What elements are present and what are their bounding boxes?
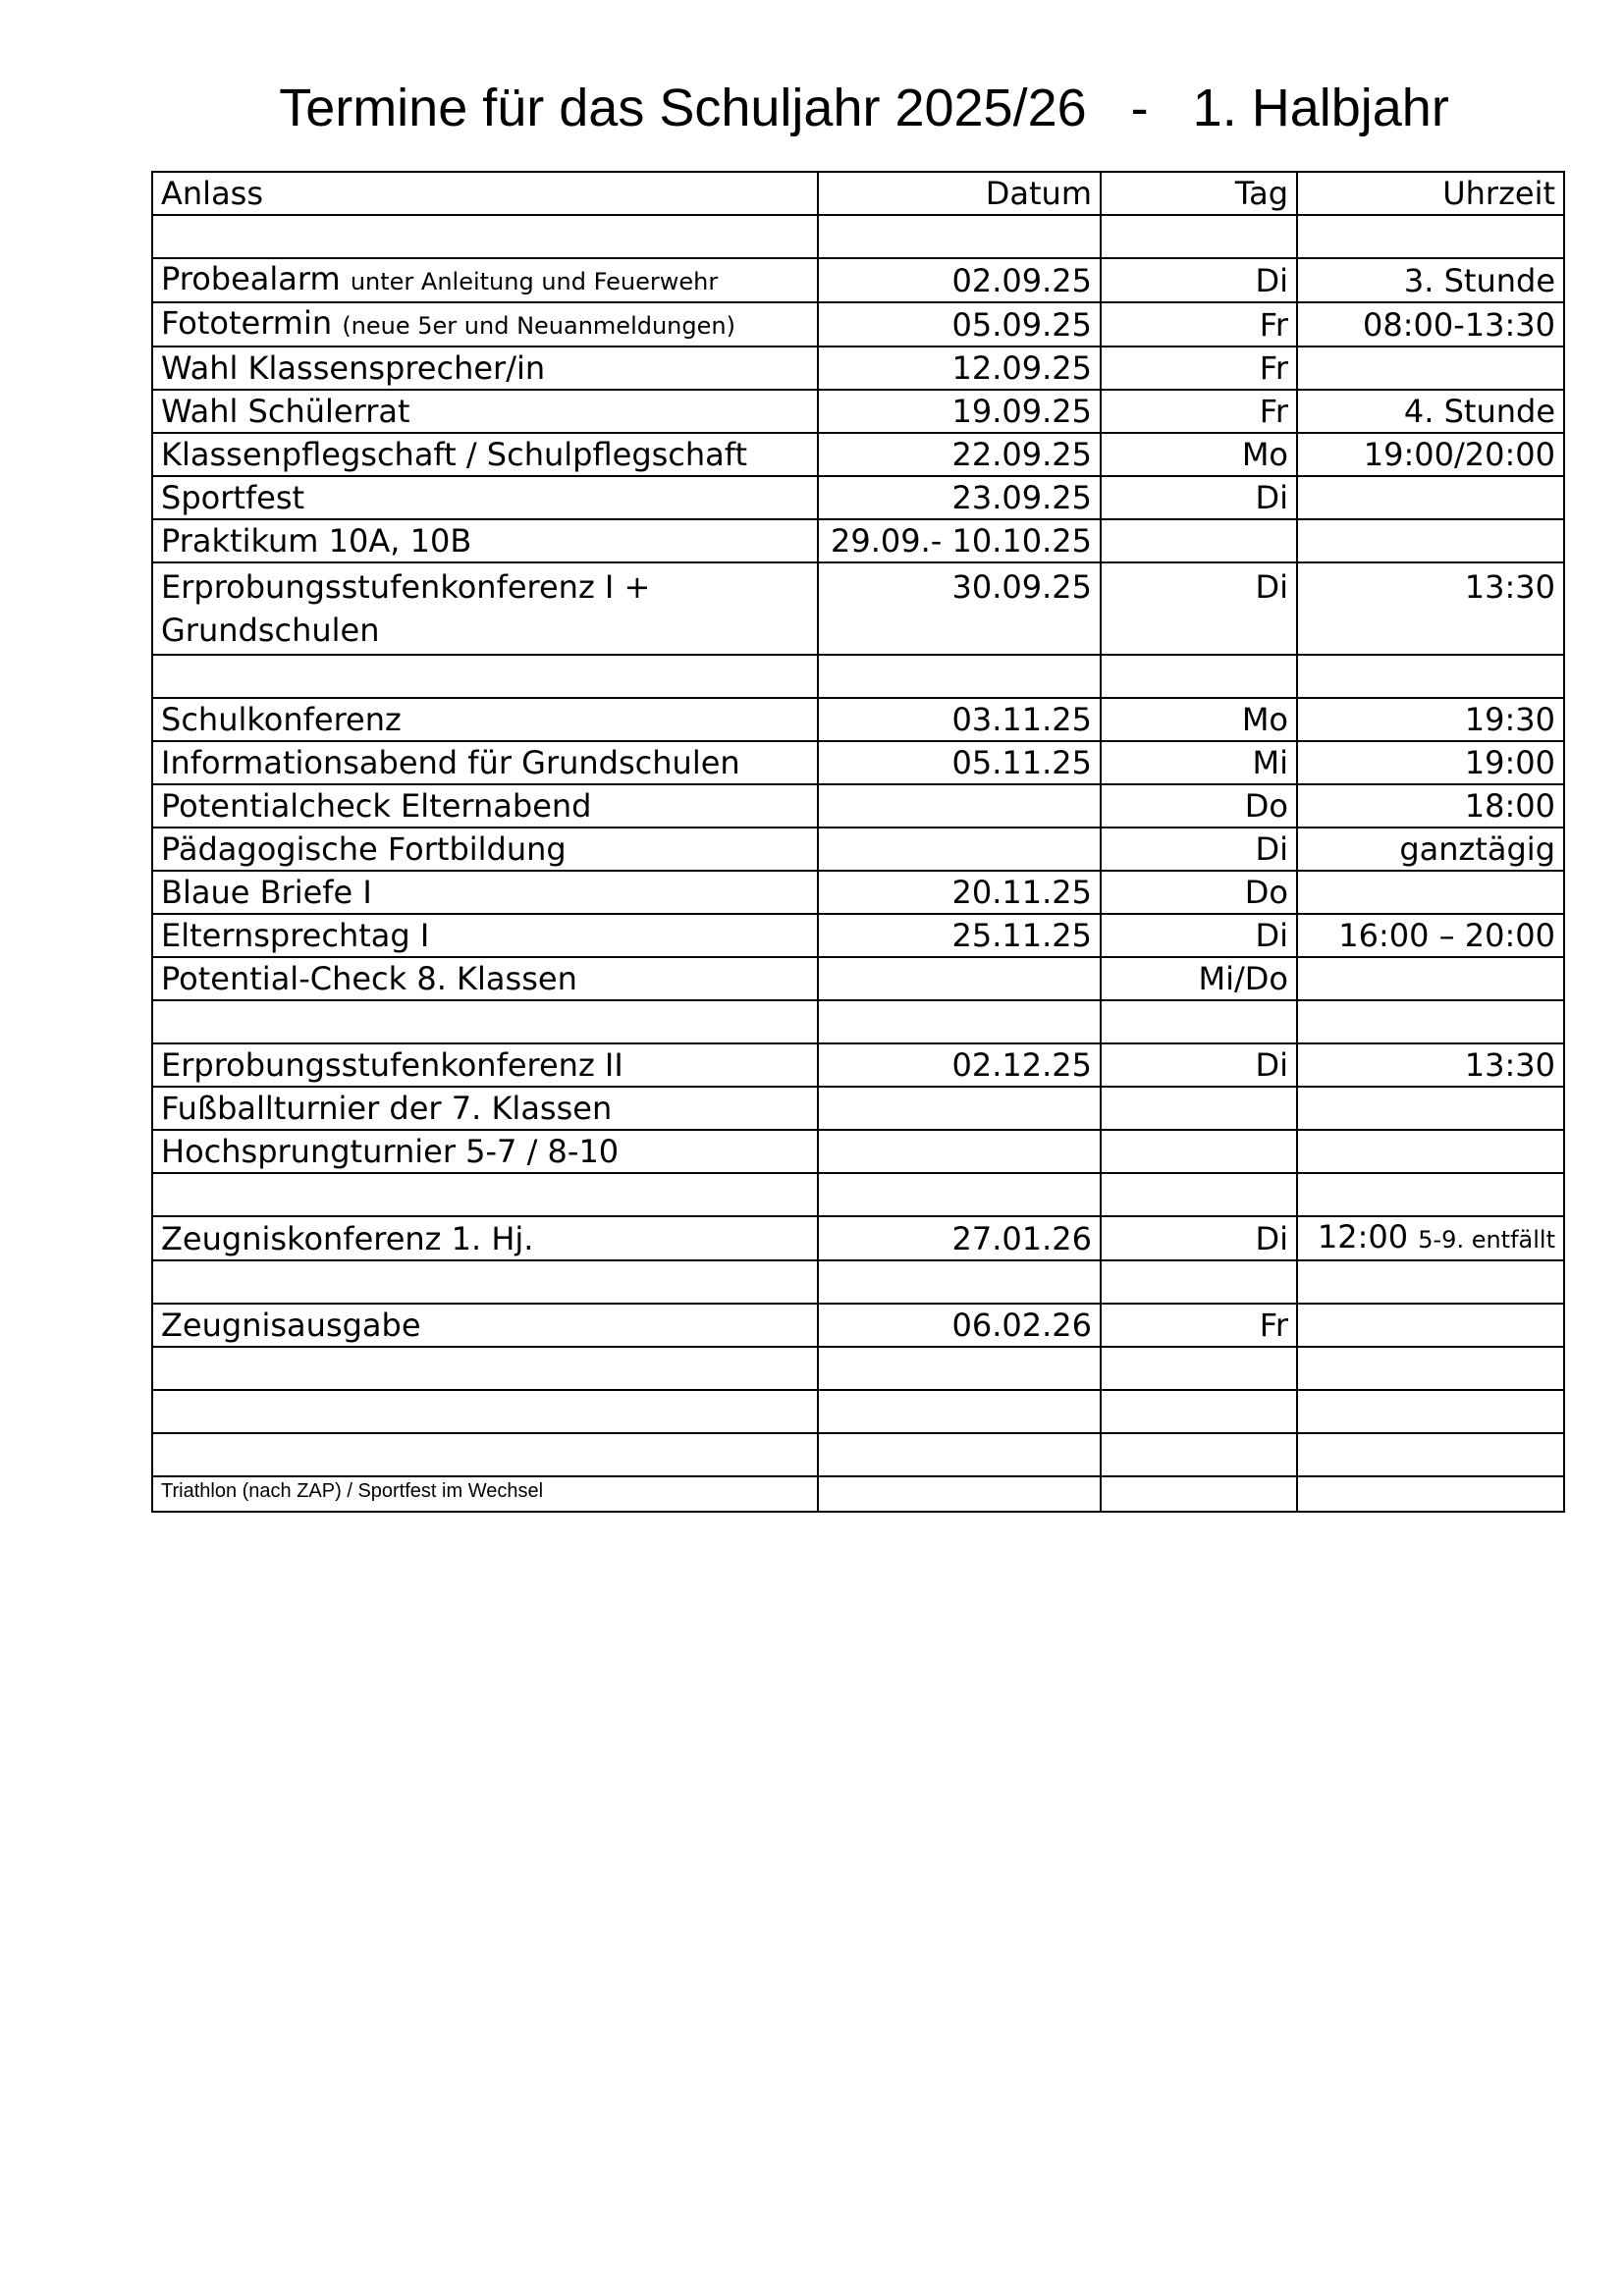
cell-uhrzeit [1297, 1390, 1564, 1433]
cell-datum: 02.09.25 [818, 258, 1101, 302]
cell-datum [818, 957, 1101, 1000]
cell-anlass [152, 828, 818, 871]
cell-uhrzeit [1297, 258, 1564, 302]
cell-datum: 02.12.25 [818, 1043, 1101, 1087]
cell-uhrzeit [1297, 519, 1564, 562]
table-row [152, 1390, 1564, 1433]
cell-uhrzeit [1297, 1347, 1564, 1390]
table-row [152, 1304, 1564, 1347]
column-header-tag: Tag [1101, 172, 1297, 215]
cell-uhrzeit [1297, 215, 1564, 258]
cell-tag [1101, 1260, 1297, 1304]
table-row [152, 1216, 1564, 1260]
uhrzeit-text: 3. Stunde [1403, 261, 1555, 299]
cell-uhrzeit [1297, 741, 1564, 784]
cell-uhrzeit [1297, 476, 1564, 519]
cell-anlass [152, 1260, 818, 1304]
cell-datum [818, 1260, 1101, 1304]
cell-tag [1101, 519, 1297, 562]
cell-anlass [152, 698, 818, 741]
cell-datum: 05.09.25 [818, 302, 1101, 347]
anlass-text: Elternsprechtag I [161, 917, 430, 954]
cell-tag: Di [1101, 828, 1297, 871]
page-title: Termine für das Schuljahr 2025/26 - 1. Halbjahr [279, 79, 1449, 137]
table-row [152, 784, 1564, 828]
anlass-text: Wahl Schülerrat [161, 393, 410, 430]
anlass-text: Potential-Check 8. Klassen [161, 960, 577, 997]
cell-anlass [152, 1087, 818, 1130]
table-row [152, 476, 1564, 519]
uhrzeit-text: 13:30 [1464, 568, 1555, 606]
cell-tag [1101, 1087, 1297, 1130]
anlass-text: Sportfest [161, 479, 305, 516]
cell-tag: Mo [1101, 433, 1297, 476]
uhrzeit-text: 4. Stunde [1403, 393, 1555, 430]
table-row [152, 519, 1564, 562]
cell-tag: Mi/Do [1101, 957, 1297, 1000]
anlass-text: Fototermin [161, 304, 333, 342]
cell-datum: 25.11.25 [818, 914, 1101, 957]
cell-anlass [152, 784, 818, 828]
cell-anlass [152, 390, 818, 433]
table-row [152, 302, 1564, 347]
anlass-note: unter Anleitung und Feuerwehr [350, 268, 719, 295]
cell-datum [818, 1390, 1101, 1433]
cell-tag: Di [1101, 1216, 1297, 1260]
cell-uhrzeit [1297, 347, 1564, 390]
cell-datum: 03.11.25 [818, 698, 1101, 741]
cell-anlass [152, 741, 818, 784]
table-row [152, 1087, 1564, 1130]
table-row [152, 698, 1564, 741]
cell-uhrzeit [1297, 1260, 1564, 1304]
cell-datum [818, 784, 1101, 828]
cell-anlass [152, 1304, 818, 1347]
cell-tag: Fr [1101, 1304, 1297, 1347]
cell-tag: Fr [1101, 390, 1297, 433]
uhrzeit-text: 18:00 [1464, 787, 1555, 825]
cell-anlass [152, 562, 818, 655]
table-row [152, 1043, 1564, 1087]
table-row [152, 1433, 1564, 1476]
anlass-text: Pädagogische Fortbildung [161, 830, 567, 868]
cell-anlass [152, 1130, 818, 1173]
cell-datum [818, 655, 1101, 698]
cell-datum [818, 1130, 1101, 1173]
cell-anlass [152, 433, 818, 476]
table-row [152, 390, 1564, 433]
cell-anlass [152, 1433, 818, 1476]
cell-datum [818, 1173, 1101, 1216]
cell-anlass [152, 347, 818, 390]
cell-uhrzeit [1297, 562, 1564, 655]
cell-uhrzeit [1297, 1000, 1564, 1043]
uhrzeit-text: 13:30 [1464, 1046, 1555, 1084]
cell-uhrzeit [1297, 1087, 1564, 1130]
table-row [152, 828, 1564, 871]
anlass-text: Wahl Klassensprecher/in [161, 349, 546, 387]
cell-anlass [152, 957, 818, 1000]
cell-uhrzeit [1297, 1216, 1564, 1260]
anlass-note: (neue 5er und Neuanmeldungen) [342, 312, 735, 340]
table-row [152, 1000, 1564, 1043]
cell-datum: 23.09.25 [818, 476, 1101, 519]
table-row [152, 1130, 1564, 1173]
anlass-text: Potentialcheck Elternabend [161, 787, 592, 825]
cell-uhrzeit [1297, 698, 1564, 741]
table-row [152, 215, 1564, 258]
cell-uhrzeit [1297, 655, 1564, 698]
empty-cell [818, 1476, 1101, 1512]
cell-datum: 30.09.25 [818, 562, 1101, 655]
table-row [152, 1173, 1564, 1216]
anlass-text: Hochsprungturnier 5-7 / 8-10 [161, 1133, 620, 1170]
cell-tag: Di [1101, 562, 1297, 655]
column-header-datum: Datum [818, 172, 1101, 215]
column-header-uhrzeit: Uhrzeit [1297, 172, 1564, 215]
cell-tag: Do [1101, 871, 1297, 914]
cell-anlass [152, 871, 818, 914]
anlass-text: Zeugnisausgabe [161, 1307, 421, 1344]
uhrzeit-text: 12:00 [1317, 1218, 1409, 1255]
cell-tag: Di [1101, 1043, 1297, 1087]
uhrzeit-small-text: ganztägig [1399, 830, 1555, 868]
footer-note: Triathlon (nach ZAP) / Sportfest im Wechsel [152, 1476, 818, 1512]
uhrzeit-text: 19:30 [1464, 701, 1555, 738]
uhrzeit-text: 16:00 – 20:00 [1338, 917, 1555, 954]
cell-anlass [152, 302, 818, 347]
anlass-text: Zeugniskonferenz 1. Hj. [161, 1219, 534, 1257]
anlass-text: Erprobungsstufenkonferenz I + Grundschulen [161, 568, 651, 649]
cell-tag: Fr [1101, 347, 1297, 390]
table-row [152, 957, 1564, 1000]
cell-datum: 19.09.25 [818, 390, 1101, 433]
cell-anlass [152, 1043, 818, 1087]
cell-uhrzeit [1297, 1173, 1564, 1216]
cell-uhrzeit [1297, 433, 1564, 476]
cell-tag [1101, 1173, 1297, 1216]
cell-tag: Di [1101, 914, 1297, 957]
anlass-text: Informationsabend für Grundschulen [161, 744, 740, 781]
anlass-text: Fußballturnier der 7. Klassen [161, 1090, 613, 1127]
anlass-text: Schulkonferenz [161, 701, 402, 738]
cell-datum: 12.09.25 [818, 347, 1101, 390]
cell-uhrzeit [1297, 828, 1564, 871]
cell-anlass [152, 1000, 818, 1043]
cell-uhrzeit [1297, 957, 1564, 1000]
schedule-body [152, 215, 1564, 1512]
cell-tag: Mo [1101, 698, 1297, 741]
cell-tag: Do [1101, 784, 1297, 828]
anlass-text: Probealarm [161, 260, 341, 297]
cell-anlass [152, 1216, 818, 1260]
cell-tag [1101, 1347, 1297, 1390]
cell-uhrzeit [1297, 390, 1564, 433]
empty-cell [1297, 1476, 1564, 1512]
cell-datum [818, 1433, 1101, 1476]
cell-uhrzeit [1297, 784, 1564, 828]
cell-anlass [152, 1390, 818, 1433]
cell-anlass [152, 258, 818, 302]
table-row [152, 655, 1564, 698]
cell-datum: 22.09.25 [818, 433, 1101, 476]
table-row [152, 433, 1564, 476]
table-row [152, 741, 1564, 784]
cell-uhrzeit [1297, 1433, 1564, 1476]
cell-datum: 20.11.25 [818, 871, 1101, 914]
cell-datum [818, 215, 1101, 258]
cell-datum: 29.09.- 10.10.25 [818, 519, 1101, 562]
column-header-anlass: Anlass [152, 172, 818, 215]
cell-datum [818, 1000, 1101, 1043]
cell-datum: 27.01.26 [818, 1216, 1101, 1260]
uhrzeit-text: 19:00 [1464, 744, 1555, 781]
uhrzeit-text: 19:00/20:00 [1363, 436, 1555, 473]
cell-tag: Fr [1101, 302, 1297, 347]
cell-datum [818, 1347, 1101, 1390]
cell-anlass [152, 519, 818, 562]
cell-datum [818, 1087, 1101, 1130]
cell-tag [1101, 215, 1297, 258]
anlass-text: Blaue Briefe I [161, 874, 372, 911]
cell-uhrzeit [1297, 914, 1564, 957]
uhrzeit-note: 5-9. entfällt [1418, 1226, 1555, 1254]
cell-anlass [152, 1173, 818, 1216]
table-row [152, 258, 1564, 302]
cell-tag [1101, 1390, 1297, 1433]
table-row [152, 1347, 1564, 1390]
empty-cell [1101, 1476, 1297, 1512]
cell-tag [1101, 1433, 1297, 1476]
cell-uhrzeit [1297, 1043, 1564, 1087]
table-row [152, 871, 1564, 914]
table-row [152, 347, 1564, 390]
cell-tag: Mi [1101, 741, 1297, 784]
uhrzeit-text: 08:00-13:30 [1363, 305, 1555, 344]
cell-datum: 06.02.26 [818, 1304, 1101, 1347]
cell-datum: 05.11.25 [818, 741, 1101, 784]
cell-tag [1101, 1130, 1297, 1173]
cell-datum [818, 828, 1101, 871]
table-header-row [152, 172, 1564, 215]
schedule-table [151, 171, 1565, 1513]
anlass-text: Praktikum 10A, 10B [161, 522, 472, 560]
cell-anlass [152, 476, 818, 519]
cell-anlass [152, 655, 818, 698]
anlass-text: Klassenpflegschaft / Schulpflegschaft [161, 436, 748, 473]
cell-tag [1101, 1000, 1297, 1043]
cell-anlass [152, 215, 818, 258]
cell-anlass [152, 914, 818, 957]
cell-tag: Di [1101, 476, 1297, 519]
cell-tag [1101, 655, 1297, 698]
cell-uhrzeit [1297, 871, 1564, 914]
cell-uhrzeit [1297, 1130, 1564, 1173]
cell-tag: Di [1101, 258, 1297, 302]
table-row [152, 562, 1564, 655]
cell-uhrzeit [1297, 1304, 1564, 1347]
table-footer-row [152, 1476, 1564, 1512]
cell-uhrzeit [1297, 302, 1564, 347]
table-row [152, 914, 1564, 957]
cell-anlass [152, 1347, 818, 1390]
table-row [152, 1260, 1564, 1304]
anlass-text: Erprobungsstufenkonferenz II [161, 1046, 623, 1084]
